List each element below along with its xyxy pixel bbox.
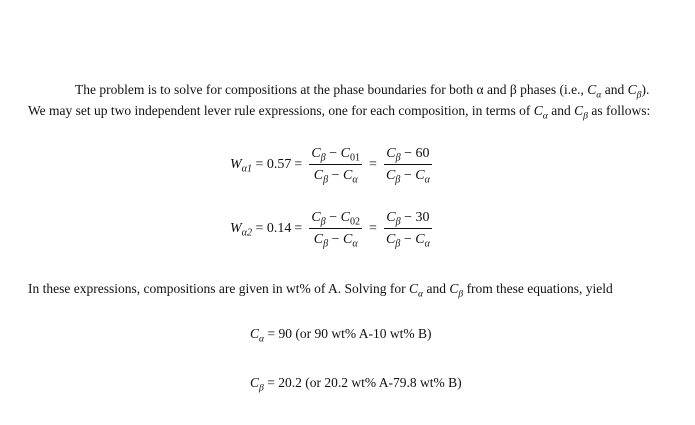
para2	[28, 281, 613, 300]
para1-line1-and: and	[601, 82, 628, 97]
equation-2	[230, 210, 436, 248]
eq1-frac1-denominator: $C_\beta - C_\alpha$	[313, 168, 358, 186]
eq2-frac1-denominator: $C_\beta - C_\alpha$	[313, 232, 358, 250]
equation-1	[230, 146, 436, 184]
eq1-lhs: $W_{\alpha 1} = 0.57$	[230, 157, 292, 175]
eq2-equals-2: =	[369, 221, 377, 236]
result-c-alpha	[250, 326, 432, 345]
eq1-frac1-numerator: $C_\beta - C_{01}$	[311, 146, 361, 164]
eq1-frac2-denominator: $C_\beta - C_\alpha$	[385, 168, 430, 186]
eq1-frac2-numerator: $C_\beta - 60$	[386, 146, 430, 164]
eq2-equals-1: =	[294, 221, 303, 236]
c-alpha-symbol: $C_\alpha$	[408, 281, 424, 300]
c-alpha-symbol: $C_\alpha$	[533, 103, 548, 122]
para1-line2	[28, 103, 651, 122]
eq1-fraction-2	[384, 146, 432, 184]
eq2-fraction-1	[309, 210, 362, 248]
eq2-fraction-2	[384, 210, 432, 248]
result2-text: = 20.2 (or 20.2 wt% A-79.8 wt% B)	[267, 375, 462, 390]
para1-line2-post: as follows:	[588, 103, 651, 118]
c-beta-symbol: $C_\beta$	[574, 103, 589, 122]
result1-text: = 90 (or 90 wt% A-10 wt% B)	[267, 326, 432, 341]
eq2-frac1-numerator: $C_\beta - C_{02}$	[311, 210, 361, 228]
eq2-lhs: $W_{\alpha 2} = 0.14$	[230, 221, 292, 239]
eq2-frac2-denominator: $C_\beta - C_\alpha$	[385, 232, 430, 250]
c-beta-symbol: $C_\beta$	[449, 281, 464, 300]
eq1-equals-1: =	[294, 157, 303, 172]
para2-and: and	[423, 281, 450, 296]
c-beta-symbol: $C_\beta$	[627, 82, 642, 101]
para1-line2-pre: We may set up two independent lever rule expressions, one for each composition, in terms of	[28, 103, 534, 118]
para1-line2-and: and	[547, 103, 575, 118]
eq2-frac2-numerator: $C_\beta - 30$	[386, 210, 430, 228]
c-beta-symbol: $C_\beta$	[250, 375, 264, 394]
c-alpha-symbol: $C_\alpha$	[587, 82, 602, 101]
c-alpha-symbol: $C_\alpha$	[250, 326, 265, 345]
result-c-beta	[250, 375, 462, 394]
para1-line1-post: ).	[641, 82, 650, 97]
para1-line1-pre: The problem is to solve for compositions at the phase boundaries for both α and β phases (i.e.,	[75, 82, 588, 97]
eq1-equals-2: =	[369, 157, 377, 172]
para2-pre: In these expressions, compositions are given in wt% of A. Solving for	[28, 281, 409, 296]
para2-post: from these equations, yield	[463, 281, 613, 296]
eq1-fraction-1	[309, 146, 362, 184]
para1-line1	[75, 82, 650, 101]
